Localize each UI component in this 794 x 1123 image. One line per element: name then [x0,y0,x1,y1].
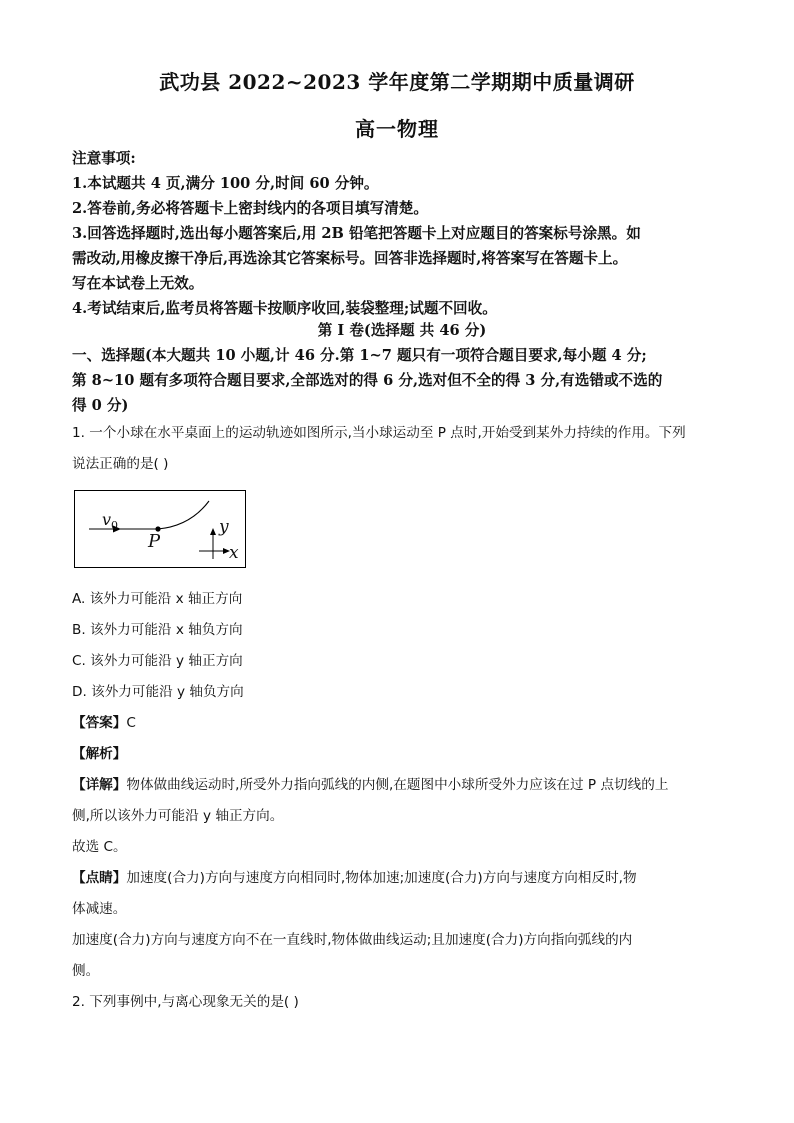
curved-path-line [158,501,209,529]
section-intro [72,343,732,418]
tip-line: 【点睛】加速度(合力)方向与速度方向相同时,物体加速;加速度(合力)方向与速度方向相反时,物 [72,870,637,886]
option-c: C. 该外力可能沿 y 轴正方向 [72,653,243,669]
option-a: A. 该外力可能沿 x 轴正方向 [72,591,243,607]
y-axis-arrow-icon [210,528,216,535]
analysis-tag: 【解析】 [72,746,127,762]
section-intro-line: 一、选择题(本大题共 10 小题,计 46 分.第 1~7 题只有一项符合题目要求,每小题 4 分; [72,347,647,364]
tip-line: 加速度(合力)方向与速度方向不在一直线时,物体做曲线运动;且加速度(合力)方向指向弧线的内 [72,932,633,948]
point-p-label: P [148,531,161,552]
notice-heading: 注意事项: [72,150,136,167]
section-intro-line: 得 0 分) [72,397,129,414]
answer-value: C [126,715,136,731]
question-1-options [72,584,732,1018]
detail-tag: 【详解】 [72,777,127,793]
x-axis-label: x [229,543,239,563]
section-intro-line: 第 8~10 题有多项符合题目要求,全部选对的得 6 分,选对但不全的得 3 分,有选错或不选的 [72,372,663,389]
answer-tag: 【答案】 [72,715,127,731]
detail-line: 侧,所以该外力可能沿 y 轴正方向。 [72,808,284,824]
exam-title: 武功县 2022~2023 学年度第二学期期中质量调研 [159,70,635,94]
tip-tag: 【点睛】 [72,870,127,886]
notice-item: 2.答卷前,务必将答题卡上密封线内的各项目填写清楚。 [72,200,428,217]
question-1-figure [74,490,246,568]
notice-item: 需改动,用橡皮擦干净后,再选涂其它答案标号。回答非选择题时,将答案写在答题卡上。 [72,250,628,267]
option-b: B. 该外力可能沿 x 轴负方向 [72,622,243,638]
notice-item: 写在本试卷上无效。 [72,275,204,292]
question-1-stem [72,418,732,480]
y-axis-label: y [219,517,229,537]
choice-line: 故选 C。 [72,839,127,855]
question-2-stem: 2. 下列事例中,与离心现象无关的是( ) [72,994,299,1010]
question-1-stem-line: 说法正确的是( ) [72,456,169,472]
velocity-label: $v_0$ [102,510,119,533]
notice-block [72,146,732,321]
notice-item: 3.回答选择题时,选出每小题答案后,用 2B 铅笔把答题卡上对应题目的答案标号涂黑。如 [72,225,641,242]
notice-item: 1.本试题共 4 页,满分 100 分,时间 60 分钟。 [72,175,379,192]
section-title: 第 I 卷(选择题 共 46 分) [317,322,487,339]
tip-line: 侧。 [72,963,100,979]
option-d: D. 该外力可能沿 y 轴负方向 [72,684,244,700]
question-1-stem-line: 1. 一个小球在水平桌面上的运动轨迹如图所示,当小球运动至 P 点时,开始受到某外力持续的作用。下列 [72,425,686,441]
tip-line: 体减速。 [72,901,127,917]
detail-line: 【详解】物体做曲线运动时,所受外力指向弧线的内侧,在题图中小球所受外力应该在过 P 点切线的上 [72,777,669,793]
exam-subject: 高一物理 [355,117,439,141]
notice-item: 4.考试结束后,监考员将答题卡按顺序收回,装袋整理;试题不回收。 [72,300,497,317]
answer-line [72,708,732,739]
